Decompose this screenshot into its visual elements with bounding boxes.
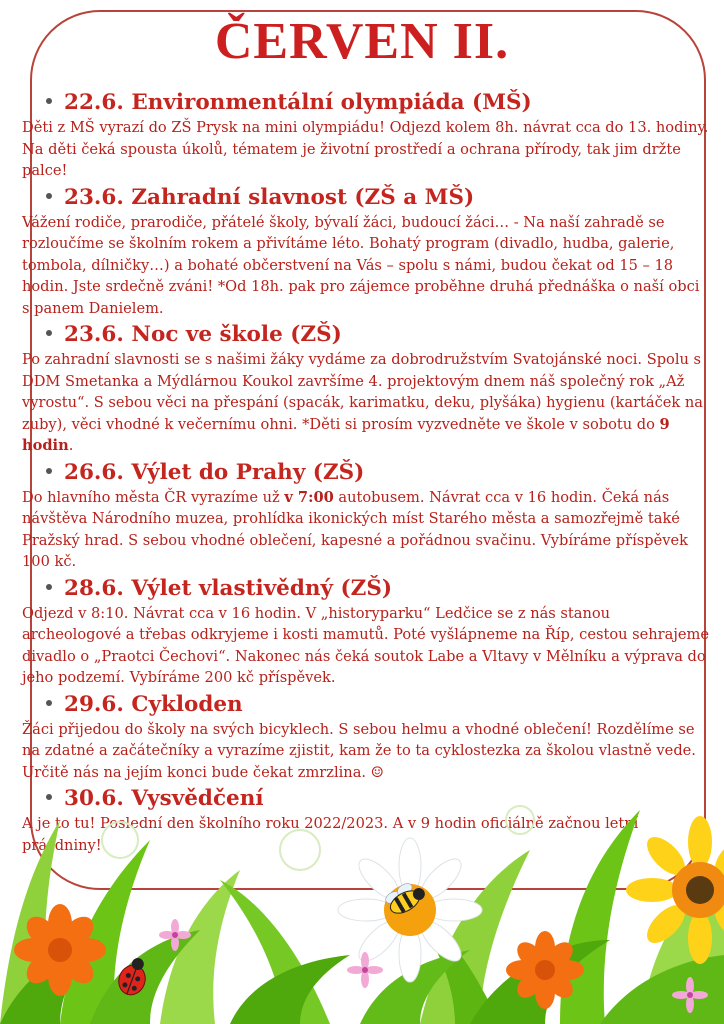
event-heading: 26.6. Výlet do Prahy (ZŠ) [46, 460, 710, 486]
event-description: Žáci přijedou do školy na svých bicyklech. S sebou helmu a vhodné oblečení! Rozdělíme se na zdatné a začátečníky a vyrazíme zjistit, kam že to ta cyklostezka za školou vlastně vede. Určitě nás na jejím konci bude čekat zmrzlina. ☺ [22, 720, 696, 781]
event-olympiada [22, 90, 710, 182]
event-vylet-praha [22, 460, 710, 573]
page-title: ČERVEN II. [0, 12, 724, 72]
event-heading: 22.6. Environmentální olympiáda (MŠ) [46, 90, 710, 116]
bullet-icon [46, 330, 52, 336]
bullet-icon [46, 193, 52, 199]
event-heading: 23.6. Zahradní slavnost (ZŠ a MŠ) [46, 185, 710, 211]
event-heading: 29.6. Cykloden [46, 692, 710, 718]
event-description: A je to tu! Poslední den školního roku 2022/2023. A v 9 hodin oficiálně začnou letní prázdniny! [22, 815, 639, 854]
event-description: Po zahradní slavnosti se s našimi žáky vydáme za dobrodružstvím Svatojánské noci. Spolu s DDM Smetanka a Mýdlárnou Koukol završíme 4. projektovým dnem náš společný rok „Až vyrostu“. S sebou věci na přespání (spacák, karimatku, deku, plyšáka) hygienu (kartáček na zuby), věci vhodné k večernímu ohni. *Děti si prosím vyzvedněte ve škole v sobotu do 9 hodin. [22, 351, 704, 454]
event-list [22, 90, 710, 859]
event-heading: 30.6. Vysvědčení [46, 786, 710, 812]
bullet-icon [46, 468, 52, 474]
event-heading: 28.6. Výlet vlastivědný (ZŠ) [46, 576, 710, 602]
event-description: Vážení rodiče, prarodiče, přátelé školy, bývalí žáci, budoucí žáci… - Na naší zahradě se rozloučíme se školním rokem a přivítáme léto. Bohatý program (divadlo, hudba, galerie, tombola, dílničky…) a bohaté občerstvení na Vás – spolu s námi, budou čekat od 15 – 18 hodin. Jste srdečně zváni! *Od 18h. pak pro zájemce proběhne druhá přednáška o naší obci s panem Danielem. [22, 213, 700, 317]
swirl-decorations [102, 806, 534, 870]
bullet-icon [46, 700, 52, 706]
meadow-illustration [0, 780, 724, 1024]
event-description: Odjezd v 8:10. Návrat cca v 16 hodin. V „historyparku“ Ledčice se z nás stanou archeologové a třebas odkryjeme i kosti mamutů. Poté vyšlápneme na Říp, cestou sehrajeme divadlo o „Praotci Čechovi“. Nakonec nás čeká soutok Labe a Vltavy v Mělníku a výprava do jeho podzemí. Vybíráme 200 kč příspěvek. [22, 604, 709, 686]
event-cykloden [22, 692, 710, 784]
event-noc-ve-skole [22, 322, 710, 457]
departure-time: v 7:00 [284, 488, 334, 506]
pickup-time: 9 hodin [22, 415, 670, 454]
bullet-icon [46, 584, 52, 590]
event-heading: 23.6. Noc ve škole (ZŠ) [46, 322, 710, 348]
event-description: Do hlavního města ČR vyrazíme už v 7:00 autobusem. Návrat cca v 16 hodin. Čeká nás návštěva Národního muzea, prohlídka ikonických míst Starého města a samozřejmě také Pražský hrad. S sebou vhodné oblečení, kapesné a pořádnou svačinu. Vybíráme příspěvek 100 kč. [22, 488, 688, 570]
event-description: Děti z MŠ vyrazí do ZŠ Prysk na mini olympiádu! Odjezd kolem 8h. návrat cca do 13. hodiny. Na děti čeká spousta úkolů, tématem je životní prostředí a ochrana přírody, tak jim držte palce! [22, 119, 709, 179]
bullet-icon [46, 98, 52, 104]
event-zahradni-slavnost [22, 185, 710, 320]
event-vylet-vlastivedny [22, 576, 710, 689]
pink-flower-icon [347, 952, 383, 988]
